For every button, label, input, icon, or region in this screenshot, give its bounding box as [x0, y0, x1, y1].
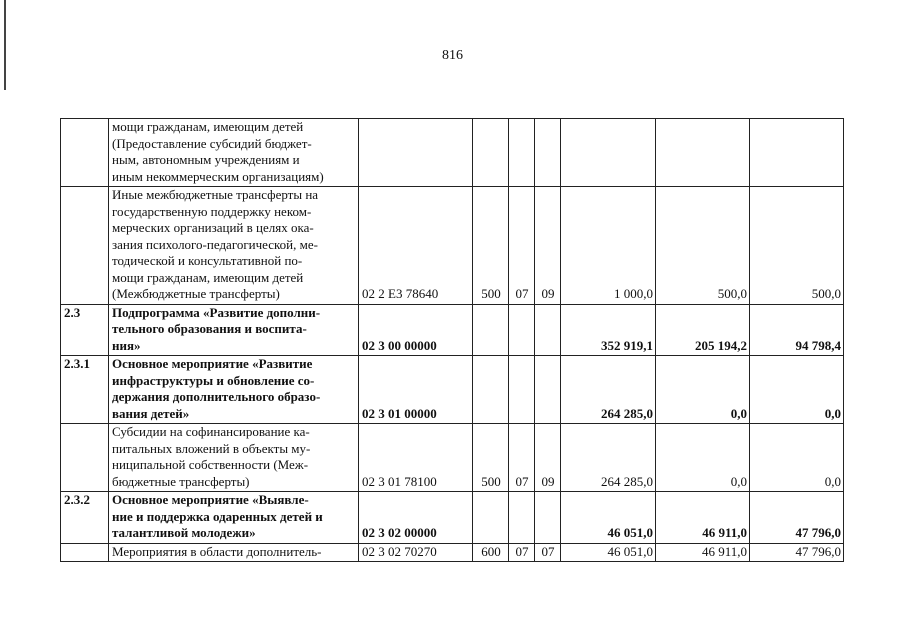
item-name-line: вания детей»	[112, 405, 190, 421]
item-name-line: Основное мероприятие «Развитие	[112, 356, 313, 371]
subsection-cell: 07	[535, 543, 561, 562]
amount-year1-cell: 264 285,0	[561, 424, 656, 492]
amount-year1-cell	[561, 119, 656, 187]
amount-year2-cell: 500,0	[656, 187, 750, 305]
table-row	[61, 543, 844, 562]
amount-year3-cell: 0,0	[750, 424, 844, 492]
table-row	[61, 424, 844, 492]
section-cell	[509, 492, 535, 544]
target-article-code-cell: 02 3 02 00000	[359, 492, 473, 544]
item-name-cell	[109, 492, 359, 544]
item-name-line: мерческих организаций в целях ока-	[112, 220, 314, 235]
expense-type-cell	[473, 304, 509, 356]
item-name-line: ным, автономным учреждениям и	[112, 152, 300, 167]
item-name-line: талантливой молодежи»	[112, 525, 256, 540]
expense-type-cell	[473, 119, 509, 187]
table-row	[61, 492, 844, 544]
binding-edge-line	[4, 0, 6, 90]
item-name-cell	[109, 119, 359, 187]
item-name-line: зания психолого-педагогической, ме-	[112, 236, 318, 252]
amount-year3-cell: 0,0	[750, 356, 844, 424]
item-name-line: ние и поддержка одаренных детей и	[112, 508, 323, 524]
subsection-cell	[535, 304, 561, 356]
target-article-code-cell: 02 3 02 70270	[359, 543, 473, 562]
expense-type-cell	[473, 492, 509, 544]
amount-year2-cell: 205 194,2	[656, 304, 750, 356]
item-name-cell	[109, 187, 359, 305]
amount-year1-cell: 264 285,0	[561, 356, 656, 424]
target-article-code-cell: 02 2 Е3 78640	[359, 187, 473, 305]
amount-year2-cell	[656, 119, 750, 187]
item-name-line: питальных вложений в объекты му-	[112, 440, 311, 456]
item-name-line: Иные межбюджетные трансферты на	[112, 187, 319, 202]
row-number-cell	[61, 424, 109, 492]
budget-table	[60, 118, 844, 562]
item-name-cell	[109, 304, 359, 356]
amount-year2-cell: 0,0	[656, 356, 750, 424]
target-article-code-cell: 02 3 01 78100	[359, 424, 473, 492]
item-name-cell	[109, 356, 359, 424]
item-name-line: ния»	[112, 337, 141, 353]
item-name-line: бюджетные трансферты)	[112, 473, 250, 489]
section-cell	[509, 304, 535, 356]
subsection-cell	[535, 356, 561, 424]
amount-year3-cell	[750, 119, 844, 187]
amount-year3-cell: 94 798,4	[750, 304, 844, 356]
expense-type-cell	[473, 356, 509, 424]
item-name-line: тельного образования и воспита-	[112, 321, 307, 336]
item-name-line: Субсидии на софинансирование ка-	[112, 424, 310, 439]
item-name-line: (Межбюджетные трансферты)	[112, 286, 280, 301]
amount-year2-cell: 46 911,0	[656, 492, 750, 544]
section-cell: 07	[509, 424, 535, 492]
table-row	[61, 304, 844, 356]
amount-year1-cell: 46 051,0	[561, 543, 656, 562]
item-name-line: (Предоставление субсидий бюджет-	[112, 135, 312, 151]
amount-year1-cell: 1 000,0	[561, 187, 656, 305]
section-cell	[509, 119, 535, 187]
item-name-line: Подпрограмма «Развитие дополни-	[112, 304, 321, 320]
item-name-line: Основное мероприятие «Выявле-	[112, 492, 309, 507]
target-article-code-cell	[359, 119, 473, 187]
row-number-cell	[61, 543, 109, 562]
subsection-cell	[535, 119, 561, 187]
row-number-cell: 2.3	[61, 304, 109, 356]
section-cell: 07	[509, 187, 535, 305]
item-name-cell	[109, 543, 359, 562]
item-name-line: мощи гражданам, имеющим детей	[112, 119, 304, 134]
item-name-line: тодической и консультативной по-	[112, 253, 303, 268]
page-number: 816	[442, 48, 463, 63]
row-number-cell: 2.3.2	[61, 492, 109, 544]
item-name-line: Мероприятия в области дополнитель-	[112, 543, 322, 559]
amount-year2-cell: 46 911,0	[656, 543, 750, 562]
table-row	[61, 187, 844, 305]
item-name-line: мощи гражданам, имеющим детей	[112, 269, 304, 285]
amount-year3-cell: 47 796,0	[750, 543, 844, 562]
expense-type-cell: 600	[473, 543, 509, 562]
item-name-line: держания дополнительного образо-	[112, 389, 321, 404]
item-name-cell	[109, 424, 359, 492]
target-article-code-cell: 02 3 01 00000	[359, 356, 473, 424]
row-number-cell	[61, 119, 109, 187]
amount-year1-cell: 352 919,1	[561, 304, 656, 356]
subsection-cell: 09	[535, 187, 561, 305]
expense-type-cell: 500	[473, 187, 509, 305]
subsection-cell	[535, 492, 561, 544]
amount-year3-cell: 47 796,0	[750, 492, 844, 544]
item-name-line: ниципальной собственности (Меж-	[112, 457, 309, 472]
item-name-line: государственную поддержку неком-	[112, 203, 312, 219]
expense-type-cell: 500	[473, 424, 509, 492]
amount-year3-cell: 500,0	[750, 187, 844, 305]
amount-year2-cell: 0,0	[656, 424, 750, 492]
subsection-cell: 09	[535, 424, 561, 492]
table-row	[61, 119, 844, 187]
row-number-cell: 2.3.1	[61, 356, 109, 424]
item-name-line: иным некоммерческим организациям)	[112, 168, 324, 184]
amount-year1-cell: 46 051,0	[561, 492, 656, 544]
row-number-cell	[61, 187, 109, 305]
item-name-line: инфраструктуры и обновление со-	[112, 372, 315, 388]
section-cell: 07	[509, 543, 535, 562]
table-row	[61, 356, 844, 424]
target-article-code-cell: 02 3 00 00000	[359, 304, 473, 356]
section-cell	[509, 356, 535, 424]
